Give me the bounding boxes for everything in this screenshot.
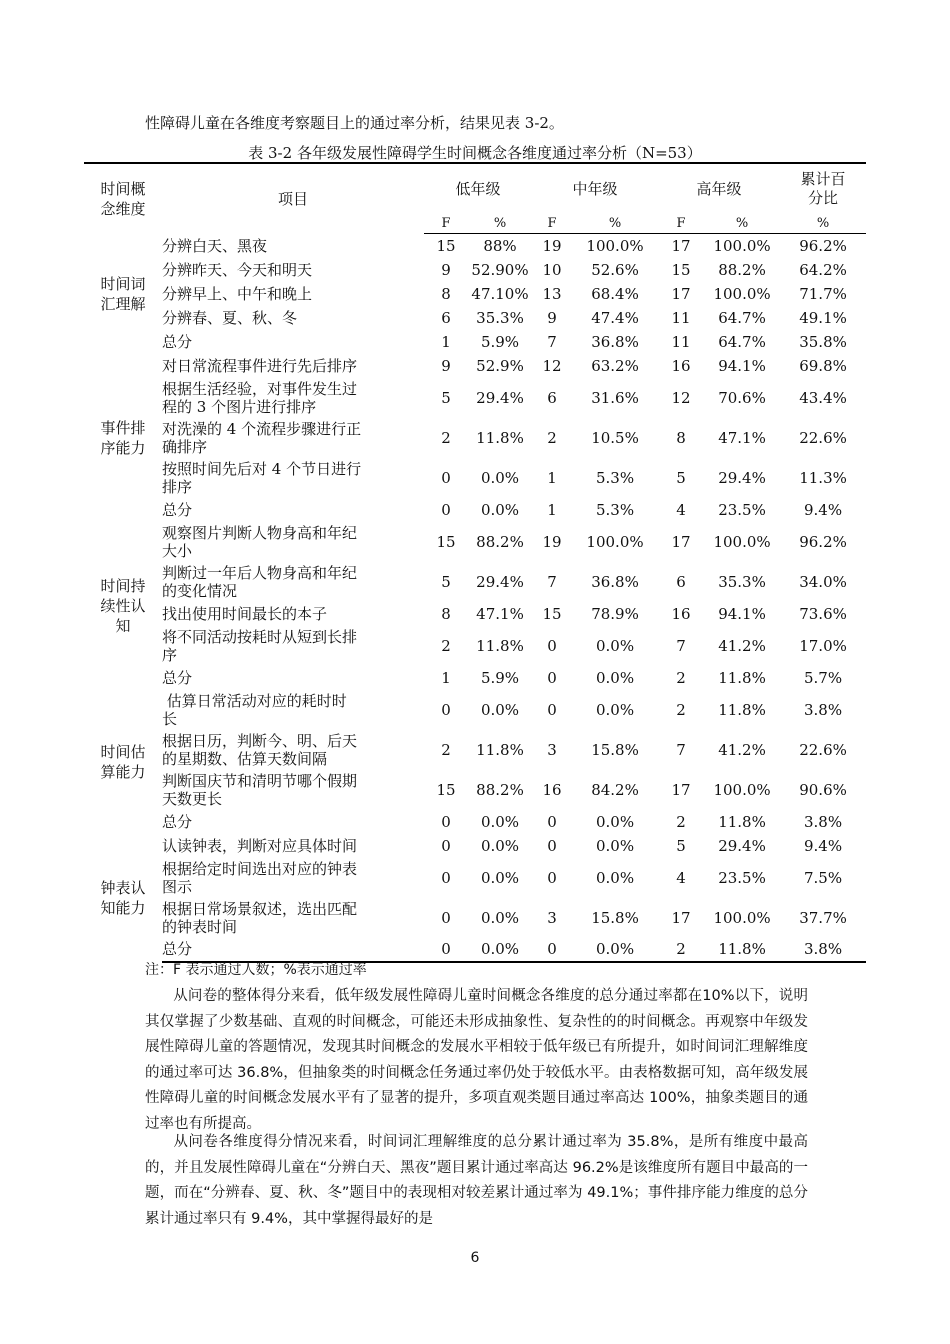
value-cell: 5.3% (595, 500, 635, 519)
value-cell: 6 (441, 308, 451, 327)
value-cell: 36.8% (591, 332, 639, 351)
value-cell: 0 (547, 700, 557, 719)
value-cell: 2 (547, 428, 557, 447)
value-cell: 11.8% (718, 700, 766, 719)
table-row (84, 626, 866, 666)
value-cell: 5.7% (803, 668, 843, 687)
value-cell: 15 (436, 532, 456, 551)
item-cell: 分辨昨天、今天和明天 (162, 260, 313, 279)
value-cell: 10 (542, 260, 562, 279)
value-cell: 0.0% (468, 938, 532, 962)
value-cell: 7 (676, 636, 686, 655)
table-row (84, 522, 866, 562)
item-cell: 根据生活经验，对事件发生过 程的 3 个图片进行排序 (162, 379, 358, 416)
value-cell: 2 (441, 740, 451, 759)
value-cell: 1 (547, 500, 557, 519)
page-number: 6 (470, 1250, 480, 1266)
table-row (84, 330, 866, 354)
value-cell: 94.1% (718, 604, 766, 623)
dimension-cell: 时间估 算能力 (100, 742, 146, 781)
value-cell: 0.0% (572, 938, 658, 962)
value-cell: 35.3% (718, 572, 766, 591)
value-cell: 0 (547, 868, 557, 887)
value-cell: 11 (671, 332, 691, 351)
item-cell: 估算日常活动对应的耗时时 长 (162, 691, 347, 728)
value-cell: 0.0% (595, 868, 635, 887)
value-cell: 34.0% (799, 572, 847, 591)
value-cell: 0 (441, 812, 451, 831)
value-cell: 3 (547, 740, 557, 759)
value-cell: 69.8% (799, 356, 847, 375)
value-cell: 0.0% (480, 468, 520, 487)
value-cell: 100.0% (713, 908, 771, 927)
header-high-grade: 高年级 (658, 163, 780, 213)
value-cell: 0 (547, 836, 557, 855)
value-cell: 15.8% (591, 908, 639, 927)
intro-line: 性障碍儿童在各维度考察题目上的通过率分析，结果见表 3-2。 (145, 114, 564, 132)
value-cell: 6 (676, 572, 686, 591)
value-cell: 47.1% (476, 604, 524, 623)
value-cell: 29.4% (476, 388, 524, 407)
value-cell: 11 (671, 308, 691, 327)
subheader-f: F (658, 213, 704, 234)
value-cell: 5.9% (480, 668, 520, 687)
item-cell: 根据日常场景叙述，选出匹配 的钟表时间 (162, 899, 358, 936)
value-cell: 88% (483, 236, 517, 255)
value-cell: 71.7% (799, 284, 847, 303)
table-row (84, 458, 866, 498)
value-cell: 4 (676, 868, 686, 887)
value-cell: 88.2% (476, 532, 524, 551)
value-cell: 4 (676, 500, 686, 519)
value-cell: 2 (441, 428, 451, 447)
value-cell: 100.0% (713, 236, 771, 255)
header-low-grade: 低年级 (424, 163, 532, 213)
value-cell: 17 (671, 780, 691, 799)
value-cell: 5 (441, 388, 451, 407)
paragraph-1: 从问卷的整体得分来看，低年级发展性障碍儿童时间概念各维度的总分通过率都在10%以下，说明其仅掌握了少数基础、直观的时间概念，可能还未形成抽象性、复杂性的的时间概念。再观察中年级发展性障碍儿童的答题情况，发现其时间概念的发展水平相较于低年级已有所提升，如时间词汇理解维度的通过率可达 36.8%，但抽象类的时间概念任务通过率仍处于较低水平。由表格数据可知，高年级发展性障碍儿童的时间概念发展水平有了显著的提升，多项直观类题目通过率高达 100%，抽象类题目的通过率也有所提高。 (145, 988, 808, 1132)
value-cell: 11.8% (718, 812, 766, 831)
value-cell: 100.0% (713, 532, 771, 551)
value-cell: 29.4% (718, 836, 766, 855)
value-cell: 84.2% (591, 780, 639, 799)
value-cell: 31.6% (591, 388, 639, 407)
value-cell: 94.1% (718, 356, 766, 375)
value-cell: 63.2% (591, 356, 639, 375)
value-cell: 10.5% (591, 428, 639, 447)
value-cell: 64.7% (718, 308, 766, 327)
value-cell: 0 (424, 938, 468, 962)
value-cell: 35.8% (799, 332, 847, 351)
value-cell: 88.2% (476, 780, 524, 799)
subheader-pct: % (780, 213, 866, 234)
value-cell: 15 (542, 604, 562, 623)
item-cell: 找出使用时间最长的本子 (162, 604, 328, 623)
subheader-pct: % (704, 213, 780, 234)
value-cell: 15 (671, 260, 691, 279)
value-cell: 73.6% (799, 604, 847, 623)
value-cell: 8 (676, 428, 686, 447)
value-cell: 29.4% (476, 572, 524, 591)
value-cell: 0 (441, 836, 451, 855)
table-row (84, 690, 866, 730)
value-cell: 0 (441, 868, 451, 887)
table-row (84, 258, 866, 282)
value-cell: 3.8% (803, 812, 843, 831)
value-cell: 11.8% (476, 740, 524, 759)
value-cell: 7 (547, 332, 557, 351)
dimension-cell: 时间持 续性认 知 (100, 576, 146, 635)
value-cell: 49.1% (799, 308, 847, 327)
table-row (84, 770, 866, 810)
value-cell: 6 (547, 388, 557, 407)
value-cell: 64.2% (799, 260, 847, 279)
value-cell: 0.0% (595, 668, 635, 687)
value-cell: 8 (441, 604, 451, 623)
value-cell: 11.8% (476, 428, 524, 447)
value-cell: 1 (441, 332, 451, 351)
value-cell: 9 (441, 260, 451, 279)
value-cell: 37.7% (799, 908, 847, 927)
value-cell: 0.0% (595, 700, 635, 719)
item-cell: 将不同活动按耗时从短到长排 序 (162, 627, 358, 664)
item-cell: 总分 (162, 812, 193, 831)
item-cell: 判断过一年后人物身高和年纪 的变化情况 (162, 563, 358, 600)
table-row (84, 418, 866, 458)
value-cell: 68.4% (591, 284, 639, 303)
table-row (84, 354, 866, 378)
value-cell: 0 (547, 636, 557, 655)
value-cell: 1 (441, 668, 451, 687)
value-cell: 2 (441, 636, 451, 655)
value-cell: 29.4% (718, 468, 766, 487)
value-cell: 17 (671, 908, 691, 927)
value-cell: 17 (671, 236, 691, 255)
value-cell: 3.8% (780, 938, 866, 962)
value-cell: 17 (671, 284, 691, 303)
value-cell: 9 (441, 356, 451, 375)
value-cell: 43.4% (799, 388, 847, 407)
value-cell: 12 (542, 356, 562, 375)
data-table (84, 162, 866, 963)
value-cell: 11.8% (704, 938, 780, 962)
value-cell: 52.6% (591, 260, 639, 279)
item-cell: 按照时间先后对 4 个节日进行 排序 (162, 459, 362, 496)
value-cell: 15.8% (591, 740, 639, 759)
paragraph-2: 从问卷各维度得分情况来看，时间词汇理解维度的总分累计通过率为 35.8%，是所有维度中最高的，并且发展性障碍儿童在“分辨白天、黑夜”题目累计通过率高达 96.2%是该维度所有题目中最高的一题，而在“分辨春、夏、秋、冬”题目中的表现相对较差累计通过率为 49.1%；事件排序能力维度的总分累计通过率只有 9.4%，其中掌握得最好的是 (145, 1134, 808, 1227)
item-cell: 总分 (162, 332, 193, 351)
item-cell: 总分 (162, 500, 193, 519)
value-cell: 5 (676, 468, 686, 487)
value-cell: 11.8% (718, 668, 766, 687)
value-cell: 96.2% (799, 532, 847, 551)
value-cell: 0 (441, 468, 451, 487)
table-row (84, 498, 866, 522)
value-cell: 15 (436, 780, 456, 799)
header-item: 项目 (162, 163, 424, 234)
dimension-cell: 钟表认 知能力 (100, 878, 146, 917)
value-cell: 0.0% (480, 908, 520, 927)
value-cell: 0.0% (480, 700, 520, 719)
value-cell: 2 (676, 812, 686, 831)
value-cell: 0 (441, 908, 451, 927)
dimension-cell: 时间词 汇理解 (100, 274, 146, 313)
item-cell: 判断国庆节和清明节哪个假期 天数更长 (162, 771, 358, 808)
value-cell: 3 (547, 908, 557, 927)
value-cell: 100.0% (713, 780, 771, 799)
value-cell: 96.2% (799, 236, 847, 255)
item-cell: 对洗澡的 4 个流程步骤进行正 确排序 (162, 419, 362, 456)
item-cell: 总分 (162, 668, 193, 687)
item-cell: 分辨早上、中午和晚上 (162, 284, 313, 303)
value-cell: 100.0% (586, 236, 644, 255)
value-cell: 2 (676, 700, 686, 719)
value-cell: 70.6% (718, 388, 766, 407)
value-cell: 5.9% (480, 332, 520, 351)
value-cell: 64.7% (718, 332, 766, 351)
value-cell: 0 (441, 500, 451, 519)
value-cell: 22.6% (799, 428, 847, 447)
header-cumulative: 累计百 分比 (780, 163, 866, 213)
value-cell: 11.3% (799, 468, 847, 487)
value-cell: 90.6% (799, 780, 847, 799)
value-cell: 9.4% (803, 836, 843, 855)
table-row (84, 562, 866, 602)
value-cell: 2 (658, 938, 704, 962)
value-cell: 47.1% (718, 428, 766, 447)
subheader-pct: % (468, 213, 532, 234)
table-note: 注：F 表示通过人数；%表示通过率 (145, 962, 367, 978)
value-cell: 47.10% (471, 284, 529, 303)
value-cell: 100.0% (586, 532, 644, 551)
table-row (84, 810, 866, 834)
value-cell: 35.3% (476, 308, 524, 327)
value-cell: 5 (441, 572, 451, 591)
value-cell: 47.4% (591, 308, 639, 327)
table-caption: 表 3-2 各年级发展性障碍学生时间概念各维度通过率分析（N=53） (248, 144, 702, 162)
value-cell: 16 (671, 356, 691, 375)
subheader-pct: % (572, 213, 658, 234)
value-cell: 78.9% (591, 604, 639, 623)
value-cell: 16 (542, 780, 562, 799)
table-row (84, 306, 866, 330)
dimension-cell: 事件排 序能力 (100, 418, 146, 457)
value-cell: 3.8% (803, 700, 843, 719)
item-cell: 认读钟表，判断对应具体时间 (162, 836, 358, 855)
value-cell: 12 (671, 388, 691, 407)
value-cell: 19 (542, 236, 562, 255)
value-cell: 23.5% (718, 868, 766, 887)
table-row (84, 378, 866, 418)
value-cell: 0 (532, 938, 572, 962)
value-cell: 0.0% (595, 812, 635, 831)
value-cell: 13 (542, 284, 562, 303)
item-cell: 根据日历，判断今、明、后天 的星期数、估算天数间隔 (162, 731, 358, 768)
header-mid-grade: 中年级 (532, 163, 658, 213)
value-cell: 0.0% (480, 868, 520, 887)
value-cell: 7 (547, 572, 557, 591)
item-cell: 根据给定时间选出对应的钟表 图示 (162, 859, 358, 896)
item-cell: 观察图片判断人物身高和年纪 大小 (162, 523, 358, 560)
value-cell: 0.0% (480, 500, 520, 519)
table-row (84, 234, 866, 258)
value-cell: 0.0% (595, 836, 635, 855)
value-cell: 0.0% (480, 836, 520, 855)
table-row (84, 730, 866, 770)
value-cell: 17.0% (799, 636, 847, 655)
value-cell: 9.4% (803, 500, 843, 519)
value-cell: 88.2% (718, 260, 766, 279)
item-cell: 对日常流程事件进行先后排序 (162, 356, 358, 375)
item-cell: 分辨春、夏、秋、冬 (162, 308, 298, 327)
value-cell: 5 (676, 836, 686, 855)
value-cell: 11.8% (476, 636, 524, 655)
value-cell: 36.8% (591, 572, 639, 591)
value-cell: 22.6% (799, 740, 847, 759)
value-cell: 5.3% (595, 468, 635, 487)
value-cell: 41.2% (718, 740, 766, 759)
subheader-f: F (532, 213, 572, 234)
value-cell: 9 (547, 308, 557, 327)
table-row (84, 834, 866, 858)
table-row (84, 602, 866, 626)
value-cell: 0 (547, 812, 557, 831)
item-cell: 总分 (162, 938, 424, 962)
value-cell: 52.9% (476, 356, 524, 375)
value-cell: 2 (676, 668, 686, 687)
table-row (84, 858, 866, 898)
value-cell: 17 (671, 532, 691, 551)
value-cell: 0.0% (480, 812, 520, 831)
value-cell: 19 (542, 532, 562, 551)
value-cell: 52.90% (471, 260, 529, 279)
value-cell: 15 (436, 236, 456, 255)
value-cell: 0 (441, 700, 451, 719)
table-row (84, 666, 866, 690)
value-cell: 23.5% (718, 500, 766, 519)
value-cell: 0 (547, 668, 557, 687)
subheader-f: F (424, 213, 468, 234)
header-dimension: 时间概 念维度 (84, 163, 162, 234)
value-cell: 8 (441, 284, 451, 303)
table-body (84, 234, 866, 962)
value-cell: 0.0% (595, 636, 635, 655)
value-cell: 7 (676, 740, 686, 759)
item-cell: 分辨白天、黑夜 (162, 236, 268, 255)
value-cell: 1 (547, 468, 557, 487)
table-row (84, 938, 866, 962)
table-row (84, 282, 866, 306)
value-cell: 41.2% (718, 636, 766, 655)
value-cell: 7.5% (803, 868, 843, 887)
value-cell: 100.0% (713, 284, 771, 303)
value-cell: 16 (671, 604, 691, 623)
table-row (84, 898, 866, 938)
